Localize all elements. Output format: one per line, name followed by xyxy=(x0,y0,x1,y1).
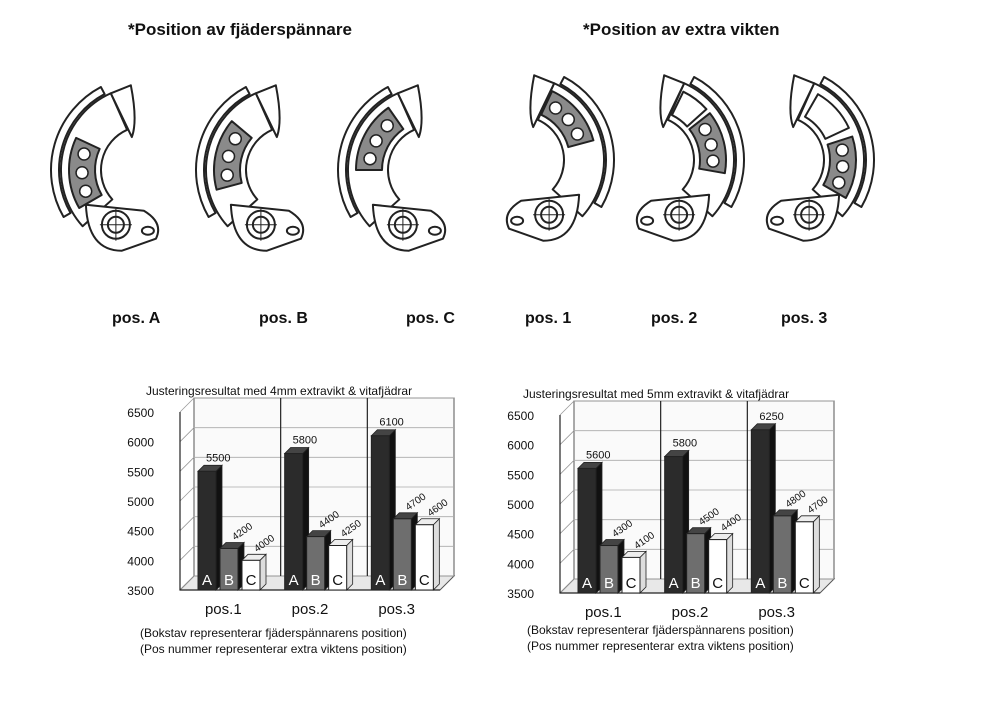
label-pos-1: pos. 1 xyxy=(525,310,572,327)
weight-hole xyxy=(229,133,241,145)
chart-5mm-bar-letter: C xyxy=(712,575,724,592)
weight-hole xyxy=(707,155,719,167)
chart-4mm-value-label: 5500 xyxy=(206,452,231,465)
chart-5mm-category-label: pos.1 xyxy=(584,604,622,621)
weight-hole xyxy=(562,114,574,126)
chart-5mm-gridline xyxy=(560,549,574,563)
label-pos-b: pos. B xyxy=(259,310,308,327)
chart-4mm-value-label: 4400 xyxy=(317,509,342,532)
label-pos-a: pos. A xyxy=(112,310,161,327)
chart-4mm-bar-a-2 xyxy=(285,454,303,590)
chart-4mm-value-label: 4200 xyxy=(230,521,255,543)
chart-4mm-category-label: pos.3 xyxy=(378,601,416,618)
spring-slot xyxy=(641,217,653,225)
chart-5mm-ytick-label: 4500 xyxy=(507,527,534,542)
clutch-shoe-b xyxy=(196,85,303,250)
chart-5mm-bar-a-3 xyxy=(751,430,769,593)
chart-4mm-gridline xyxy=(180,457,194,471)
chart-4mm-gridline xyxy=(180,517,194,531)
chart-4mm-ytick-label: 5000 xyxy=(127,495,154,509)
label-pos-3: pos. 3 xyxy=(781,310,828,327)
chart-4mm-bar-letter: B xyxy=(397,572,408,589)
chart-4mm-ytick-label: 5500 xyxy=(127,465,154,480)
chart-5mm-category-label: pos.3 xyxy=(758,604,796,621)
weight-hole xyxy=(837,161,849,173)
clutch-shoe-c xyxy=(338,85,445,250)
chart-4mm-bar-side xyxy=(433,519,439,590)
chart-title-5mm: Justeringsresultat med 5mm extravikt & vitafjädrar xyxy=(523,387,790,401)
weight-hole xyxy=(221,169,233,181)
weight-hole xyxy=(80,185,92,197)
chart-4mm-bar-letter: C xyxy=(245,572,257,589)
chart-4mm-value-label: 4250 xyxy=(339,518,364,540)
weight-hole xyxy=(571,128,583,140)
weight-hole xyxy=(370,135,382,147)
chart-4mm-bar-letter: C xyxy=(418,572,430,589)
chart-4mm-ytick-label: 4500 xyxy=(127,524,154,539)
chart-4mm-ytick-label: 4000 xyxy=(127,554,154,569)
chart-4mm-gridline xyxy=(180,546,194,560)
weight-hole xyxy=(550,102,562,114)
chart-5mm-bar-letter: A xyxy=(668,575,679,592)
bar-chart-5mm xyxy=(507,403,840,628)
clutch-shoe-1 xyxy=(507,75,614,240)
chart-5mm-bar-letter: B xyxy=(777,575,788,592)
chart-4mm-gridline xyxy=(180,428,194,442)
chart-5mm-bar-letter: B xyxy=(690,575,701,592)
chart-4mm-ytick-label: 6000 xyxy=(127,435,154,450)
weight-hole xyxy=(836,144,848,156)
chart-5mm-bar-side xyxy=(640,551,646,593)
chart-5mm-ytick-label: 5500 xyxy=(507,468,534,483)
chart-4mm-value-label: 5800 xyxy=(292,434,318,447)
note-letters-4mm: (Bokstav representerar fjäderspännarens position) xyxy=(140,626,407,640)
extra-weight-heading: *Position av extra vikten xyxy=(583,20,780,39)
chart-5mm-value-label: 6250 xyxy=(759,410,784,423)
chart-4mm-bar-letter: A xyxy=(288,572,299,589)
spring-slot xyxy=(511,217,523,225)
chart-4mm-bar-letter: A xyxy=(375,572,386,589)
chart-5mm-value-label: 4300 xyxy=(610,518,635,540)
chart-5mm-bar-a-2 xyxy=(665,457,683,593)
weight-hole xyxy=(78,148,90,160)
chart-5mm-ytick-label: 6000 xyxy=(507,438,534,453)
chart-4mm-value-label: 4700 xyxy=(403,491,429,514)
chart-5mm-ytick-label: 3500 xyxy=(507,587,534,601)
weight-hole xyxy=(705,139,717,151)
chart-4mm-bar-letter: C xyxy=(332,572,344,589)
chart-4mm-bar-letter: B xyxy=(223,572,235,589)
note-letters-5mm: (Bokstav representerar fjäderspännarens position) xyxy=(527,623,794,637)
chart-4mm-value-label: 6100 xyxy=(379,416,404,429)
chart-5mm-bar-side xyxy=(813,516,819,593)
chart-5mm-value-label: 4800 xyxy=(783,488,809,511)
chart-5mm-value-label: 4700 xyxy=(805,494,831,517)
weight-hole xyxy=(833,177,845,189)
chart-5mm-value-label: 4100 xyxy=(632,530,657,552)
note-numbers-5mm: (Pos nummer representerar extra viktens position) xyxy=(527,639,794,653)
spring-slot xyxy=(287,227,299,235)
chart-4mm-ytick-label: 6500 xyxy=(127,406,154,420)
chart-5mm-ytick-label: 5000 xyxy=(507,498,534,512)
spring-slot xyxy=(429,227,441,235)
label-pos-2: pos. 2 xyxy=(651,310,698,327)
spring-tensioner-heading: *Position av fjäderspännare xyxy=(128,20,352,39)
weight-hole xyxy=(222,150,234,162)
weight-hole xyxy=(76,167,88,179)
chart-4mm-bar-letter: B xyxy=(310,572,321,589)
chart-4mm-category-label: pos.2 xyxy=(291,601,329,618)
chart-5mm-value-label: 4400 xyxy=(719,512,744,535)
chart-5mm-bar-letter: C xyxy=(625,575,637,592)
weight-hole xyxy=(699,123,711,135)
chart-5mm-gridline xyxy=(560,460,574,474)
chart-5mm-ytick-label: 4000 xyxy=(507,557,534,572)
weight-hole xyxy=(381,120,393,132)
chart-5mm-bar-letter: C xyxy=(798,575,810,592)
chart-4mm-bar-a-3 xyxy=(371,436,389,590)
chart-5mm-gridline xyxy=(560,401,574,415)
chart-4mm-gridline xyxy=(180,398,194,412)
chart-5mm-bar-side xyxy=(727,534,733,593)
chart-5mm-gridline xyxy=(560,431,574,445)
spring-slot xyxy=(771,217,783,225)
bar-chart-4mm xyxy=(127,400,460,625)
chart-5mm-category-label: pos.2 xyxy=(671,604,709,621)
chart-5mm-ytick-label: 6500 xyxy=(507,409,534,423)
clutch-shoe-a xyxy=(51,85,158,250)
chart-5mm-bar-letter: A xyxy=(581,575,593,592)
chart-5mm-bar-letter: A xyxy=(755,575,766,592)
weight-hole xyxy=(364,153,376,165)
chart-4mm-ytick-label: 3500 xyxy=(127,584,154,598)
chart-5mm-value-label: 5600 xyxy=(586,449,611,462)
clutch-shoe-diagrams xyxy=(0,0,1000,300)
chart-title-4mm: Justeringsresultat med 4mm extravikt & vitafjädrar xyxy=(146,384,413,398)
spring-slot xyxy=(142,227,154,235)
chart-4mm-value-label: 4600 xyxy=(425,497,451,520)
chart-4mm-value-label: 4000 xyxy=(252,533,277,555)
clutch-shoe-2 xyxy=(637,75,744,240)
clutch-shoe-3 xyxy=(767,75,874,240)
chart-5mm-value-label: 5800 xyxy=(672,437,698,450)
chart-4mm-bar-side xyxy=(347,540,353,591)
note-numbers-4mm: (Pos nummer representerar extra viktens position) xyxy=(140,642,407,656)
chart-5mm-bar-letter: B xyxy=(603,575,615,592)
chart-4mm-bar-letter: A xyxy=(201,572,213,589)
chart-5mm-value-label: 4500 xyxy=(697,506,722,529)
chart-5mm-gridline xyxy=(560,520,574,534)
chart-4mm-gridline xyxy=(180,487,194,501)
label-pos-c: pos. C xyxy=(406,310,455,327)
chart-4mm-category-label: pos.1 xyxy=(204,601,242,618)
chart-5mm-gridline xyxy=(560,490,574,504)
